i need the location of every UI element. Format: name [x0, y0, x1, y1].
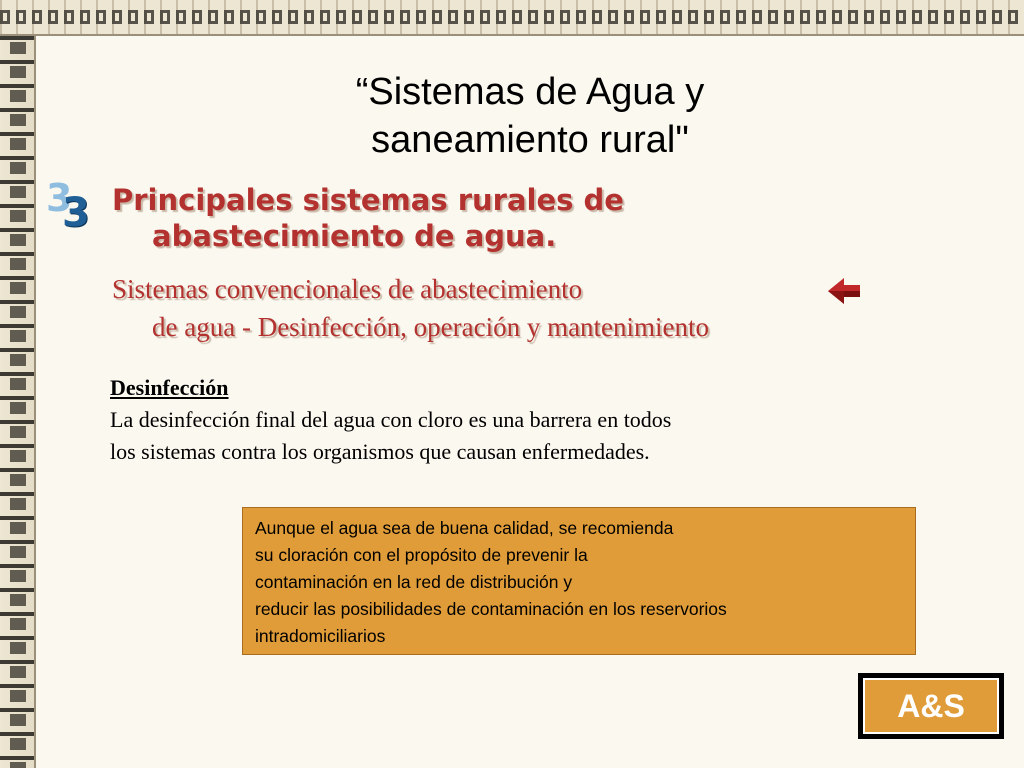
slide-title-line1: “Sistemas de Agua y: [355, 71, 705, 113]
section-number-shadow: 3: [46, 176, 73, 220]
decorative-top-border: [0, 0, 1024, 36]
body-content: [110, 372, 870, 468]
note-line: contaminación en la red de distribución y: [255, 572, 573, 592]
section-heading: [112, 182, 752, 254]
note-line: Aunque el agua sea de buena calidad, se recomienda: [255, 518, 674, 538]
subsection-heading-line1: Sistemas convencionales de abastecimiento: [112, 274, 583, 304]
slide-title-line2: saneamiento rural": [371, 119, 689, 161]
subsection-heading: [112, 270, 932, 346]
note-box: [242, 507, 916, 655]
back-arrow-icon[interactable]: [826, 276, 862, 306]
body-line1: La desinfección final del agua con cloro es una barrera en todos: [110, 407, 672, 432]
decorative-left-border: [0, 36, 36, 768]
note-line: su cloración con el propósito de prevenir la: [255, 545, 588, 565]
section-number-icon: [46, 176, 96, 242]
section-number: 3: [62, 190, 90, 236]
body-line2: los sistemas contra los organismos que causan enfermedades.: [110, 439, 650, 464]
slide-title: [230, 68, 830, 164]
section-heading-line1: Principales sistemas rurales de: [112, 183, 624, 217]
as-logo-text: A&S: [863, 678, 999, 734]
subsection-heading-line2: de agua - Desinfección, operación y mantenimiento: [152, 312, 710, 342]
greek-key-pattern-top-inner: [0, 13, 1024, 21]
note-line: reducir las posibilidades de contaminación en los reservorios: [255, 599, 727, 619]
body-heading: Desinfección: [110, 375, 229, 400]
note-line: intradomiciliarios: [255, 626, 386, 646]
greek-key-pattern-left: [10, 36, 26, 768]
as-logo: [858, 673, 1004, 739]
section-heading-line2: abastecimiento de agua.: [152, 219, 557, 253]
